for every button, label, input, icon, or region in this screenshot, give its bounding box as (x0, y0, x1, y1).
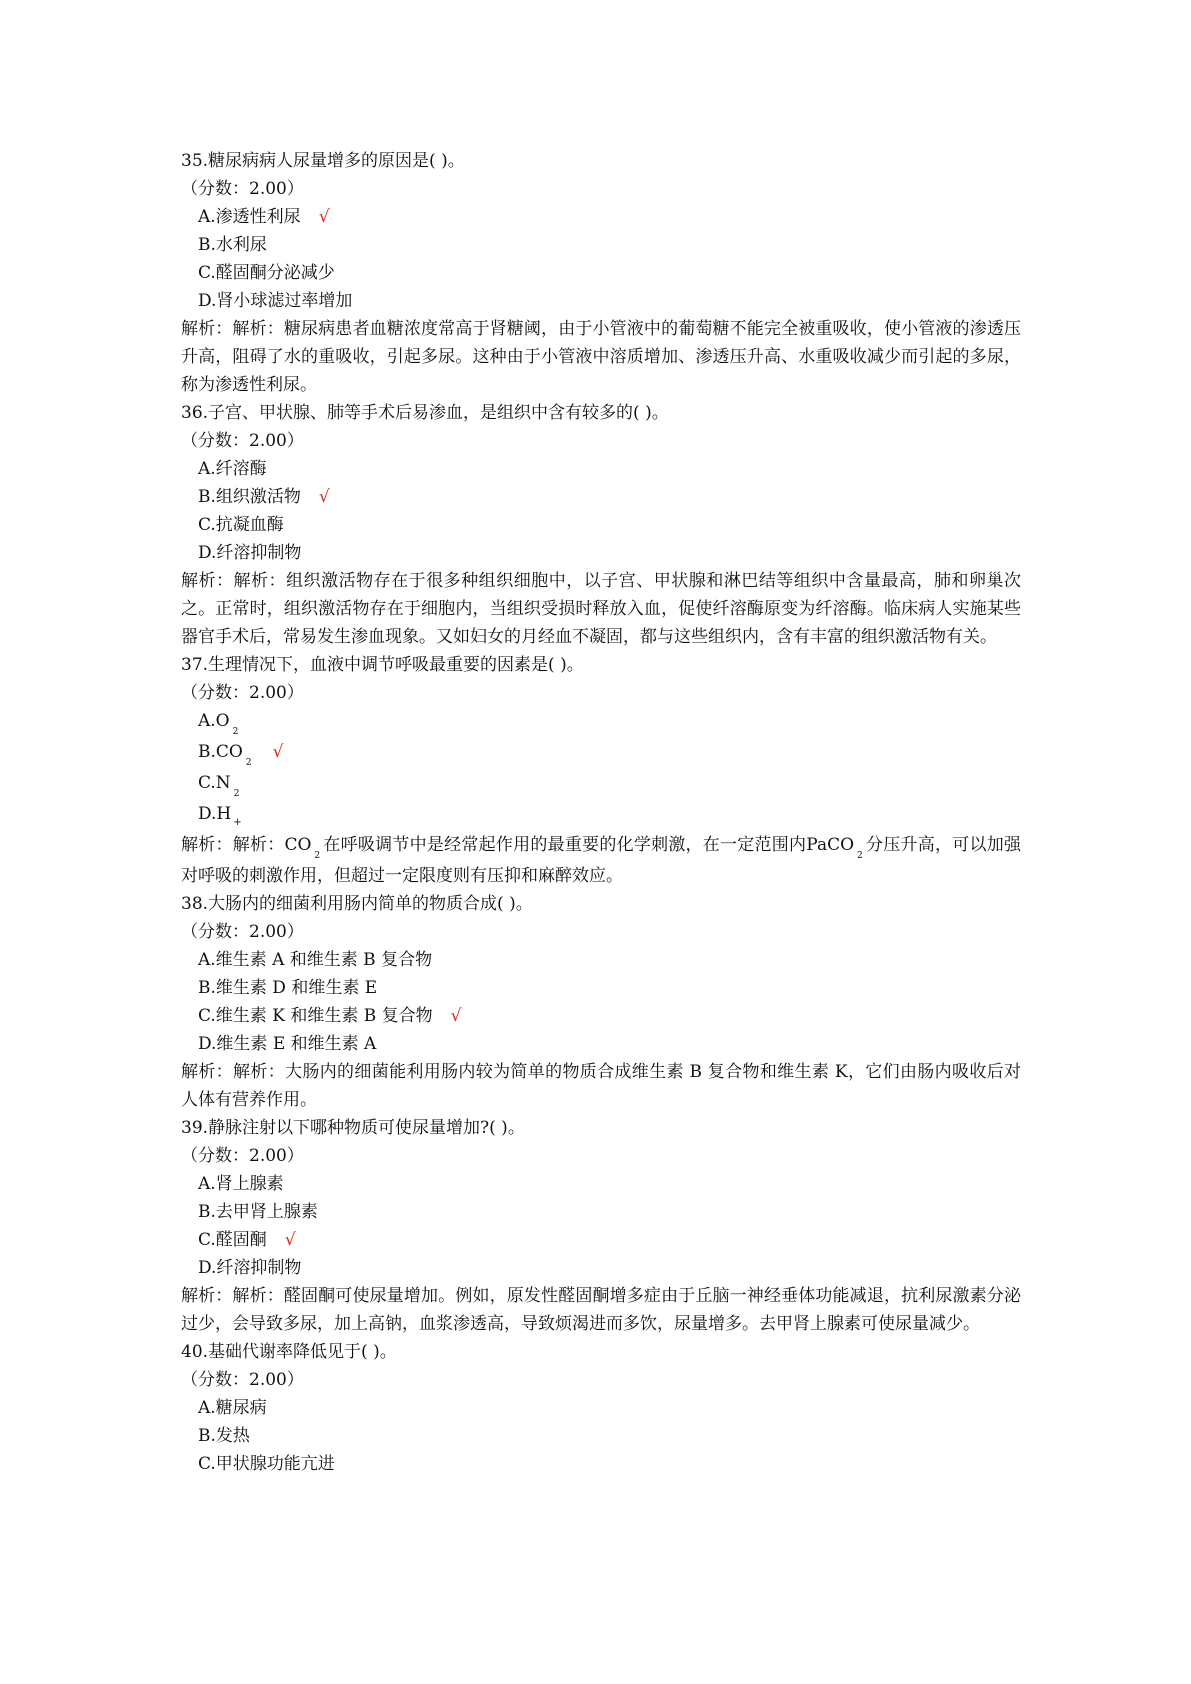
correct-check-icon: √ (450, 1006, 462, 1026)
question-score: （分数：2.00） (181, 922, 304, 942)
option-a: A.维生素 A 和维生素 B 复合物 (198, 950, 433, 970)
option-a: A.纤溶酶 (198, 459, 267, 479)
correct-check-icon: √ (318, 487, 330, 507)
option-c: C.醛固酮分泌减少 (198, 263, 335, 283)
question-stem: 37.生理情况下，血液中调节呼吸最重要的因素是( )。 (181, 655, 584, 675)
correct-check-icon: √ (272, 742, 284, 762)
question-38 (181, 890, 1021, 1114)
question-36 (181, 399, 1021, 651)
option-d: D.纤溶抑制物 (198, 1258, 302, 1278)
option-c: C.醛固酮 √ (198, 1230, 296, 1250)
option-c: C.甲状腺功能亢进 (198, 1454, 335, 1474)
option-a: A.肾上腺素 (198, 1174, 284, 1194)
option-c: C.维生素 K 和维生素 B 复合物 √ (198, 1006, 462, 1026)
option-d: D.H $_+$ (198, 804, 242, 828)
option-a: A.渗透性利尿 √ (198, 207, 330, 227)
option-c: $C.N_2$ (198, 773, 240, 799)
option-b: B.发热 (198, 1426, 250, 1446)
analysis: 解析：解析：$CO_2$在呼吸调节中是经常起作用的最重要的化学刺激，在一定范围内PaCO$_2$分压升高，可以加强对呼吸的刺激作用，但超过一定限度则有压抑和麻醉效应。 (181, 835, 1021, 886)
option-b: B.去甲肾上腺素 (198, 1202, 318, 1222)
question-stem: 35.糖尿病病人尿量增多的原因是( )。 (181, 151, 465, 171)
analysis: 解析：解析：醛固酮可使尿量增加。例如，原发性醛固酮增多症由于丘脑一神经垂体功能减退，抗利尿激素分泌过少，会导致多尿，加上高钠，血浆渗透高，导致烦渴进而多饮，尿量增多。去甲肾上腺素可使尿量减少。 (181, 1286, 1021, 1334)
question-37 (181, 651, 1021, 890)
correct-check-icon: √ (318, 207, 330, 227)
option-d: D.肾小球滤过率增加 (198, 291, 353, 311)
question-stem: 40.基础代谢率降低见于( )。 (181, 1342, 397, 1362)
question-35 (181, 147, 1021, 399)
option-b: B.水利尿 (198, 235, 267, 255)
option-c: C.抗凝血酶 (198, 515, 284, 535)
question-39 (181, 1114, 1021, 1338)
question-score: （分数：2.00） (181, 431, 304, 451)
question-score: （分数：2.00） (181, 1146, 304, 1166)
option-a: $A.O_2$ (198, 711, 239, 737)
exam-page (181, 147, 1021, 1478)
question-stem: 38.大肠内的细菌利用肠内简单的物质合成( )。 (181, 894, 533, 914)
analysis: 解析：解析：组织激活物存在于很多种组织细胞中，以子宫、甲状腺和淋巴结等组织中含量最高，肺和卵巢次之。正常时，组织激活物存在于细胞内，当组织受损时释放入血，促使纤溶酶原变为纤溶酶。临床病人实施某些器官手术后，常易发生渗血现象。又如妇女的月经血不凝固，都与这些组织内，含有丰富的组织激活物有关。 (181, 571, 1021, 647)
option-d: D.纤溶抑制物 (198, 543, 302, 563)
question-score: （分数：2.00） (181, 1370, 304, 1390)
option-b: B.组织激活物 √ (198, 487, 330, 507)
question-score: （分数：2.00） (181, 683, 304, 703)
question-stem: 39.静脉注射以下哪种物质可使尿量增加?( )。 (181, 1118, 525, 1138)
option-b: B.维生素 D 和维生素 E (198, 978, 378, 998)
correct-check-icon: √ (284, 1230, 296, 1250)
question-score: （分数：2.00） (181, 179, 304, 199)
analysis: 解析：解析：大肠内的细菌能利用肠内较为简单的物质合成维生素 B 复合物和维生素 K，它们由肠内吸收后对人体有营养作用。 (181, 1062, 1021, 1110)
option-d: D.维生素 E 和维生素 A (198, 1034, 377, 1054)
analysis: 解析：解析：糖尿病患者血糖浓度常高于肾糖阈，由于小管液中的葡萄糖不能完全被重吸收，使小管液的渗透压升高，阻碍了水的重吸收，引起多尿。这种由于小管液中溶质增加、渗透压升高、水重吸收减少而引起的多尿，称为渗透性利尿。 (181, 319, 1021, 395)
option-a: A.糖尿病 (198, 1398, 267, 1418)
question-stem: 36.子宫、甲状腺、肺等手术后易渗血，是组织中含有较多的( )。 (181, 403, 669, 423)
question-40 (181, 1338, 1021, 1478)
option-b: $B.CO_2√$ (198, 742, 284, 768)
